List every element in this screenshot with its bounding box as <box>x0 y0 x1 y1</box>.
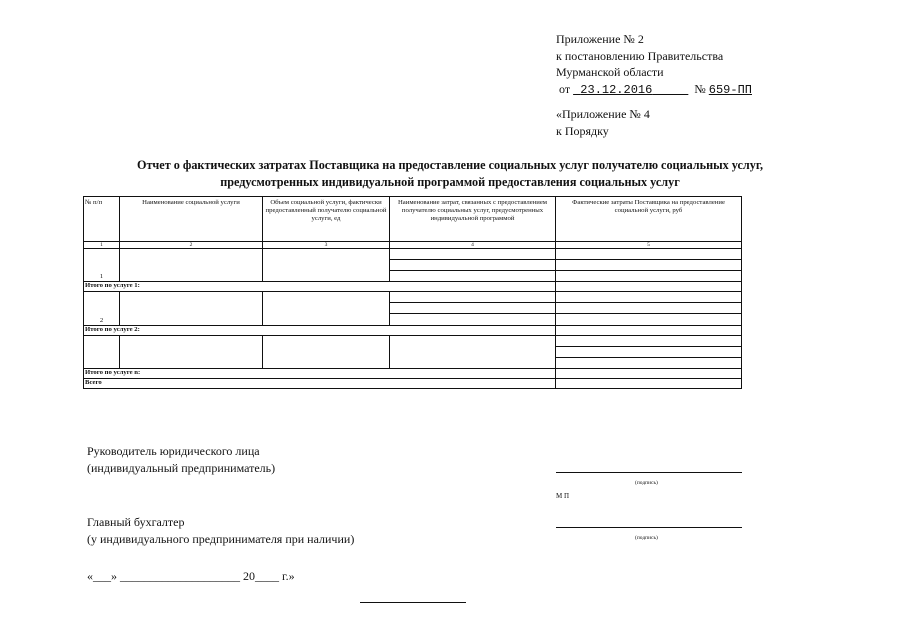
service-name-cell-2[interactable] <box>120 292 263 326</box>
service-name-cell-1[interactable] <box>120 249 263 282</box>
total-row-1 <box>84 282 742 292</box>
total-row-n <box>84 369 742 379</box>
date-prefix: от <box>559 81 571 96</box>
service-row-2 <box>84 292 742 326</box>
appendix-line1: Приложение № 2 <box>556 32 644 46</box>
report-title-line2: предусмотренных индивидуальной программой предоставления социальных услуг <box>220 175 680 189</box>
cost-name-cell-2[interactable] <box>390 292 556 326</box>
header-col4: Наименование затрат, связанных с предоставлением получателю социальных услуг, предусмотренных индивидуальной программой <box>390 197 556 242</box>
colnum-3: 3 <box>263 242 390 249</box>
service-name-cell-n[interactable] <box>120 336 263 369</box>
service-row-n <box>84 336 742 369</box>
date-line[interactable]: «___» ____________________ 20____ г.» <box>87 569 295 583</box>
accountant-line1: Главный бухгалтер <box>87 515 185 529</box>
service-volume-cell-2[interactable] <box>263 292 390 326</box>
actual-cost-cell-2[interactable] <box>556 292 742 326</box>
header-col5: Фактические затраты Поставщика на предоставление социальной услуги, руб <box>556 197 742 242</box>
colnum-5: 5 <box>556 242 742 249</box>
date-value-text: 23.12.2016 <box>580 82 653 97</box>
number-value: 659-ПП <box>708 82 752 97</box>
accountant-line2: (у индивидуального предпринимателя при наличии) <box>87 532 355 546</box>
appendix-block <box>556 31 752 139</box>
colnum-1: 1 <box>84 242 120 249</box>
closing-rule <box>360 602 466 603</box>
head-line1: Руководитель юридического лица <box>87 444 260 458</box>
appendix-line5: «Приложение № 4 <box>556 107 650 121</box>
total-value-1[interactable] <box>556 282 742 292</box>
head-line2: (индивидуальный предприниматель) <box>87 461 276 475</box>
service-row-1 <box>84 249 742 282</box>
row-number-2: 2 <box>84 292 120 326</box>
number-prefix: № <box>694 81 706 96</box>
row-number-1: 1 <box>84 249 120 282</box>
header-col2: Наименование социальной услуги <box>120 197 263 242</box>
total-label-1: Итого по услуге 1: <box>84 282 556 292</box>
header-row <box>84 197 742 242</box>
total-value-n[interactable] <box>556 369 742 379</box>
grand-total-row <box>84 379 742 389</box>
appendix-line6: к Порядку <box>556 123 609 138</box>
date-value <box>573 83 688 97</box>
colnum-4: 4 <box>390 242 556 249</box>
actual-cost-cell-n[interactable] <box>556 336 742 369</box>
service-volume-cell-1[interactable] <box>263 249 390 282</box>
actual-cost-cell-1[interactable] <box>556 249 742 282</box>
head-signature-label <box>87 443 275 477</box>
appendix-date-line <box>556 81 752 99</box>
cost-name-cell-1[interactable] <box>390 249 556 282</box>
header-col3: Объем социальной услуги, фактически предоставленный получателю социальной услуги, ед <box>263 197 390 242</box>
report-table <box>83 196 742 389</box>
report-title-line1: Отчет о фактических затратах Поставщика на предоставление социальных услуг получателю социальных услуг, <box>136 158 764 172</box>
accountant-signature-line[interactable] <box>556 527 742 528</box>
report-title <box>70 157 830 191</box>
accountant-signature-label <box>87 514 354 548</box>
column-numbers-row <box>84 242 742 249</box>
signature-caption-2: (подпись) <box>635 535 658 541</box>
head-signature-line[interactable] <box>556 472 742 473</box>
signature-caption-1: (подпись) <box>635 480 658 486</box>
grand-total-label: Всего <box>84 379 556 389</box>
service-volume-cell-n[interactable] <box>263 336 390 369</box>
total-label-2: Итого по услуге 2: <box>84 326 556 336</box>
total-value-2[interactable] <box>556 326 742 336</box>
total-row-2 <box>84 326 742 336</box>
row-number-n <box>84 336 120 369</box>
cost-name-cell-n[interactable] <box>390 336 556 369</box>
stamp-mark: М П <box>556 492 570 500</box>
colnum-2: 2 <box>120 242 263 249</box>
total-label-n: Итого по услуге n: <box>84 369 556 379</box>
appendix-line3: Мурманской области <box>556 65 664 79</box>
appendix-line2: к постановлению Правительства <box>556 48 724 63</box>
header-col1: № п/п <box>84 197 120 242</box>
grand-total-value[interactable] <box>556 379 742 389</box>
